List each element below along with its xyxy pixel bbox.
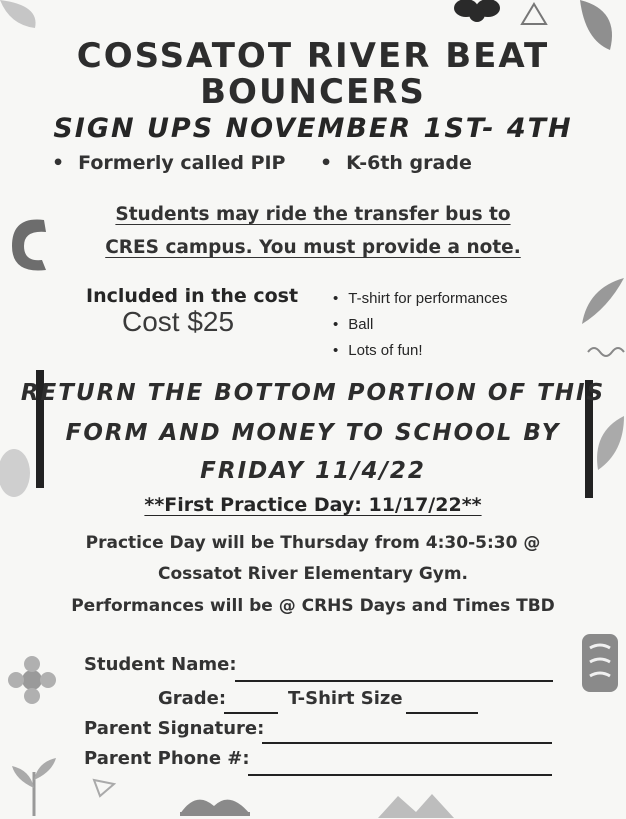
return-line2: FORM AND MONEY TO SCHOOL BY — [65, 420, 561, 446]
parent-signature-field[interactable] — [262, 742, 552, 744]
bus-note-line1: Students may ride the transfer bus to — [115, 204, 511, 225]
parent-signature-label: Parent Signature: — [84, 718, 265, 739]
cost-text: Cost $25 — [122, 306, 235, 337]
tshirt-size-label: T-Shirt Size — [288, 688, 403, 709]
list-item: • Lots of fun! — [333, 338, 507, 364]
formerly-called-text: • Formerly called PIP — [52, 152, 286, 174]
flyer-title-line2: BOUNCERS — [200, 72, 426, 112]
grade-range-text: • K-6th grade — [320, 152, 472, 174]
grade-field[interactable] — [224, 712, 278, 714]
flower-doodle-icon — [448, 0, 508, 26]
mountain-doodle-icon — [376, 790, 456, 819]
bus-note-line2: CRES campus. You must provide a note. — [105, 237, 521, 258]
practice-day-line1: Practice Day will be Thursday from 4:30-5:30 @ — [85, 533, 541, 553]
list-item: • T-shirt for performances — [333, 286, 507, 312]
parent-phone-field[interactable] — [248, 774, 552, 776]
squiggle-box-doodle-icon — [578, 630, 622, 696]
squiggle-doodle-icon — [586, 342, 626, 362]
return-line1: RETURN THE BOTTOM PORTION OF THIS — [20, 380, 606, 406]
fern-doodle-icon — [578, 268, 626, 328]
return-line3: FRIDAY 11/4/22 — [200, 458, 426, 484]
performances-text: Performances will be @ CRHS Days and Times TBD — [71, 596, 555, 616]
student-name-label: Student Name: — [84, 654, 237, 675]
included-items-list — [333, 286, 507, 364]
grade-label: Grade: — [158, 688, 227, 709]
first-practice-day: **First Practice Day: 11/17/22** — [144, 494, 482, 516]
list-item: • Ball — [333, 312, 507, 338]
plant-doodle-icon — [6, 752, 62, 818]
triangle-outline-doodle-icon — [92, 778, 116, 798]
flyer-title-line1: COSSATOT RIVER BEAT — [76, 36, 550, 76]
wave-logo-doodle-icon — [176, 786, 254, 819]
signups-dates: SIGN UPS NOVEMBER 1ST- 4TH — [53, 113, 573, 144]
included-label: Included in the cost — [86, 285, 299, 307]
student-name-field[interactable] — [235, 680, 553, 682]
parent-phone-label: Parent Phone #: — [84, 748, 250, 769]
practice-day-line2: Cossatot River Elementary Gym. — [157, 564, 469, 584]
triangle-doodle-icon — [520, 2, 548, 26]
tshirt-size-field[interactable] — [406, 712, 478, 714]
leaf-doodle-left-icon — [0, 0, 50, 30]
flower-doodle-left-icon — [6, 654, 58, 706]
